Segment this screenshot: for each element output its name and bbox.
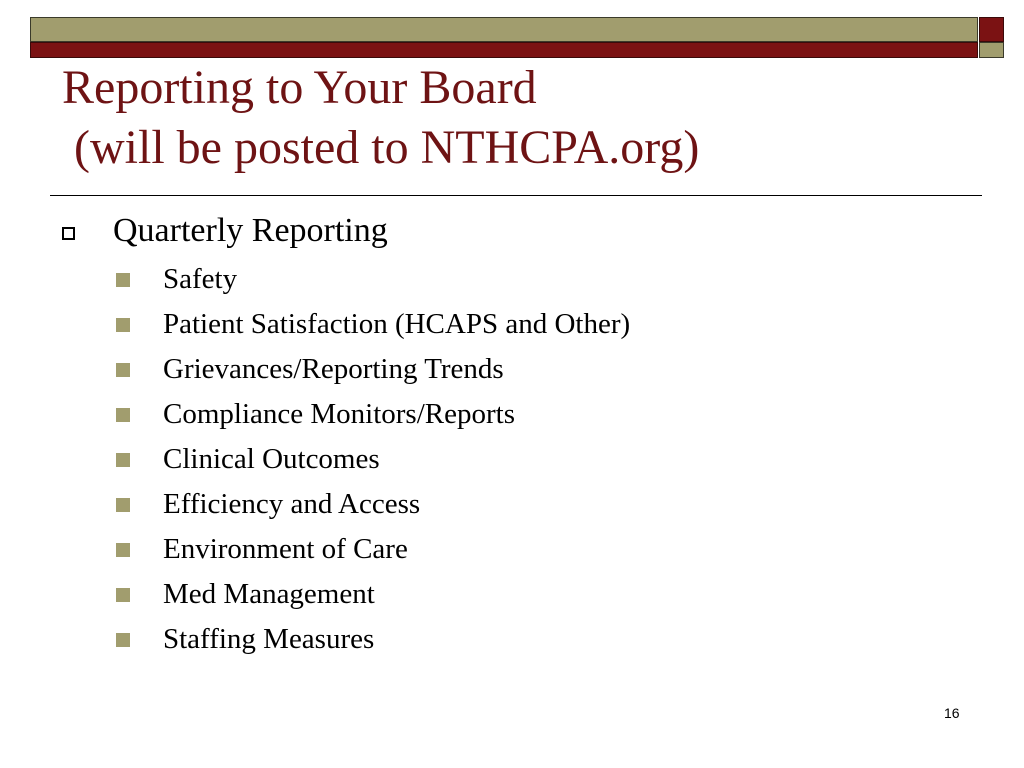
filled-square-icon	[116, 408, 130, 422]
sub-bullet-item	[116, 527, 630, 572]
filled-square-icon	[116, 588, 130, 602]
sub-bullet-text: Staffing Measures	[163, 623, 375, 655]
filled-square-icon	[116, 633, 130, 647]
sub-bullet-item	[116, 302, 630, 347]
filled-square-icon	[116, 543, 130, 557]
filled-square-icon	[116, 498, 130, 512]
sub-bullet-text: Efficiency and Access	[163, 488, 421, 520]
sub-bullet-list	[116, 257, 630, 662]
filled-square-icon	[116, 363, 130, 377]
sub-bullet-item	[116, 392, 630, 437]
main-bullet-item	[62, 208, 388, 254]
filled-square-icon	[116, 273, 130, 287]
slide-title-line-1: Reporting to Your Board	[62, 61, 537, 114]
sub-bullet-item	[116, 257, 630, 302]
sub-bullet-text: Clinical Outcomes	[163, 443, 380, 475]
sub-bullet-item	[116, 437, 630, 482]
sub-bullet-text: Compliance Monitors/Reports	[163, 398, 515, 430]
sub-bullet-item	[116, 347, 630, 392]
main-bullet-text: Quarterly Reporting	[113, 212, 388, 249]
sub-bullet-text: Safety	[163, 263, 238, 295]
sub-bullet-text: Environment of Care	[163, 533, 408, 565]
hollow-square-icon	[62, 227, 75, 240]
sub-bullet-text: Med Management	[163, 578, 375, 610]
filled-square-icon	[116, 318, 130, 332]
sub-bullet-item	[116, 482, 630, 527]
filled-square-icon	[116, 453, 130, 467]
sub-bullet-text: Grievances/Reporting Trends	[163, 353, 504, 385]
sub-bullet-item	[116, 617, 630, 662]
slide-title-line-2: (will be posted to NTHCPA.org)	[62, 121, 700, 174]
sub-bullet-text: Patient Satisfaction (HCAPS and Other)	[163, 308, 631, 340]
page-number: 16	[944, 705, 960, 721]
sub-bullet-item	[116, 572, 630, 617]
